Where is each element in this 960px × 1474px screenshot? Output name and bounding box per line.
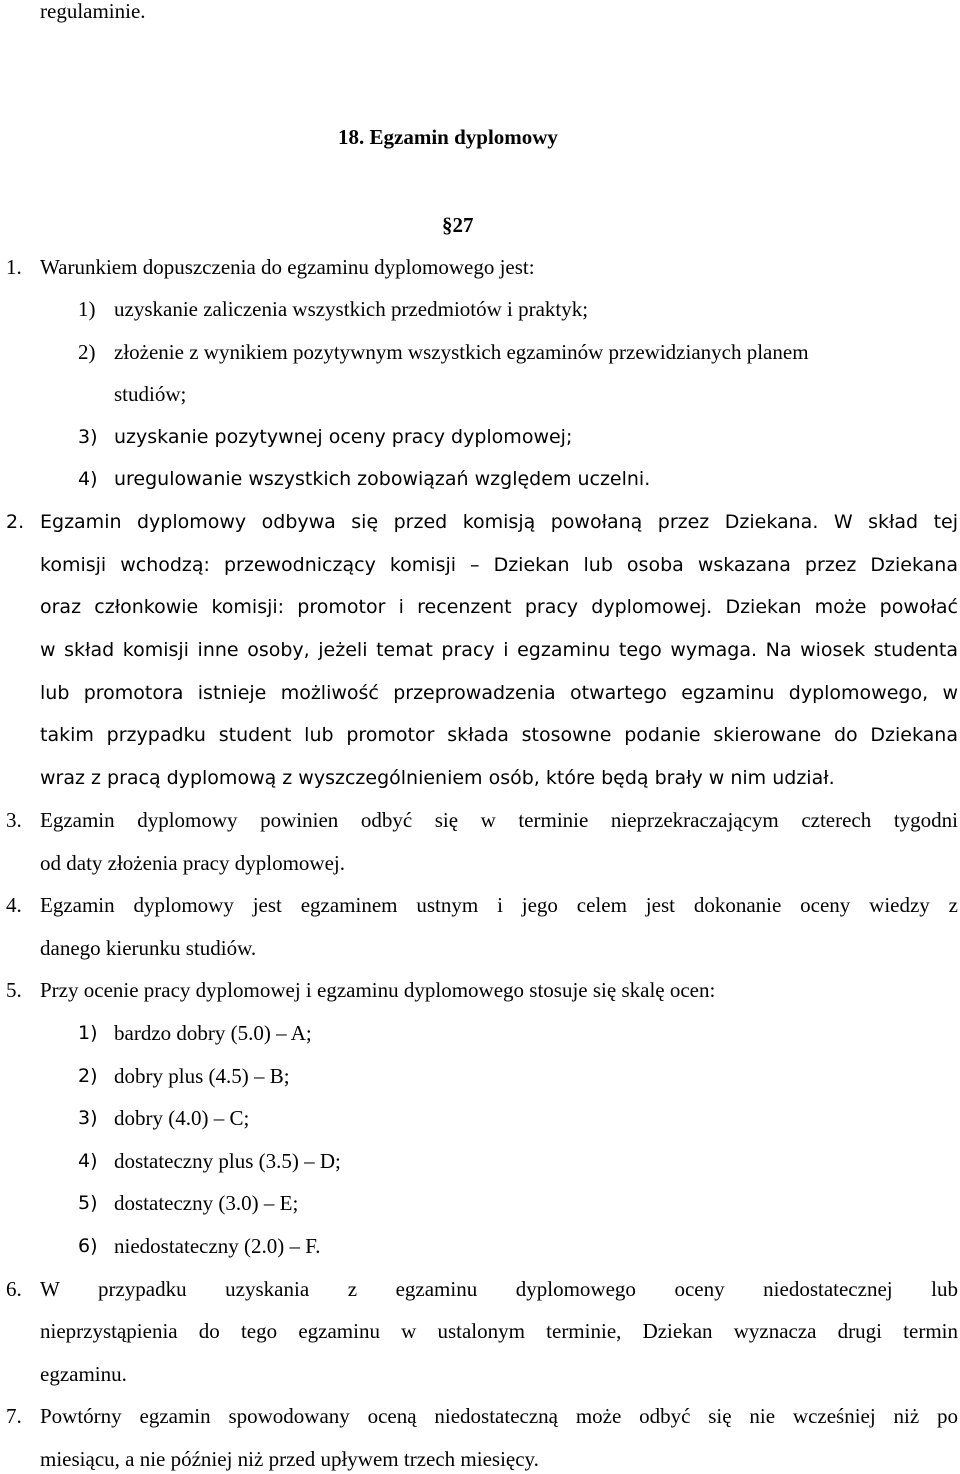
section-heading: 18. Egzamin dyplomowy [338,125,558,149]
grade-number: 2) [78,1065,98,1087]
item-text-line: komisji wchodzą: przewodniczący komisji – Dziekan lub osoba wskazana przez Dziekana [40,554,958,576]
item-text-line: oraz członkowie komisji: promotor i recenzent pracy dyplomowej. Dziekan może powołać [40,596,958,618]
item-number: 4. [6,893,22,917]
item-text-line: nieprzystąpienia do tego egzaminu w ustalonym terminie, Dziekan wyznacza drugi termin [40,1319,958,1343]
item-text-line: w skład komisji inne osoby, jeżeli temat pracy i egzaminu tego wymaga. Na wiosek studenta [40,639,958,661]
item-text-line: danego kierunku studiów. [40,936,257,960]
top-fragment: regulaminie. [40,0,146,23]
grade-text: bardzo dobry (5.0) – A; [114,1021,312,1045]
item-text-line: miesiącu, a nie później niż przed upływem trzech miesięcy. [40,1447,539,1471]
item-number: 1. [6,255,22,279]
subitem-number: 3) [78,426,98,448]
subitem-text: uregulowanie wszystkich zobowiązań względem uczelni. [114,468,651,490]
item-text-line: od daty złożenia pracy dyplomowej. [40,851,345,875]
item-text-line: Egzamin dyplomowy jest egzaminem ustnym i jego celem jest dokonanie oceny wiedzy z [40,893,958,917]
subitem-number: 1) [78,297,96,321]
subitem-text: złożenie z wynikiem pozytywnym wszystkich egzaminów przewidzianych planem [114,340,809,364]
item-text-line: lub promotora istnieje możliwość przeprowadzenia otwartego egzaminu dyplomowego, w [40,682,958,704]
item-text-line: wraz z pracą dyplomową z wyszczególnieniem osób, które będą brały w nim udział. [40,767,835,789]
item-text-line: Powtórny egzamin spowodowany oceną niedostateczną może odbyć się nie wcześniej niż po [40,1404,958,1428]
item-text-line: Przy ocenie pracy dyplomowej i egzaminu dyplomowego stosuje się skalę ocen: [40,978,716,1002]
grade-text: niedostateczny (2.0) – F. [114,1234,321,1258]
grade-number: 3) [78,1107,98,1129]
item-number: 6. [6,1277,22,1301]
item-text: Warunkiem dopuszczenia do egzaminu dyplomowego jest: [40,255,535,279]
grade-text: dobry (4.0) – C; [114,1106,250,1130]
grade-number: 5) [78,1192,98,1214]
grade-text: dostateczny plus (3.5) – D; [114,1149,341,1173]
subitem-text-continuation: studiów; [114,382,187,406]
subitem-text: uzyskanie pozytywnej oceny pracy dyplomowej; [114,426,573,448]
grade-text: dobry plus (4.5) – B; [114,1064,290,1088]
item-text-line: W przypadku uzyskania z egzaminu dyplomowego oceny niedostatecznej lub [40,1277,958,1301]
paragraph-symbol: §27 [442,213,474,237]
grade-number: 1) [78,1022,98,1044]
subitem-number: 4) [78,468,98,490]
item-number: 2. [6,511,25,533]
item-text-line: Egzamin dyplomowy odbywa się przed komisją powołaną przez Dziekana. W skład tej [40,511,958,533]
item-text-line: takim przypadku student lub promotor składa stosowne podanie skierowane do Dziekana [40,724,958,746]
subitem-number: 2) [78,340,96,364]
grade-text: dostateczny (3.0) – E; [114,1191,299,1215]
item-number: 7. [6,1404,22,1428]
item-number: 3. [6,808,22,832]
subitem-text: uzyskanie zaliczenia wszystkich przedmiotów i praktyk; [114,297,589,321]
item-text-line: egzaminu. [40,1362,127,1386]
grade-number: 4) [78,1150,98,1172]
item-number: 5. [6,978,22,1002]
item-text-line: Egzamin dyplomowy powinien odbyć się w terminie nieprzekraczającym czterech tygodni [40,808,958,832]
grade-number: 6) [78,1235,98,1257]
